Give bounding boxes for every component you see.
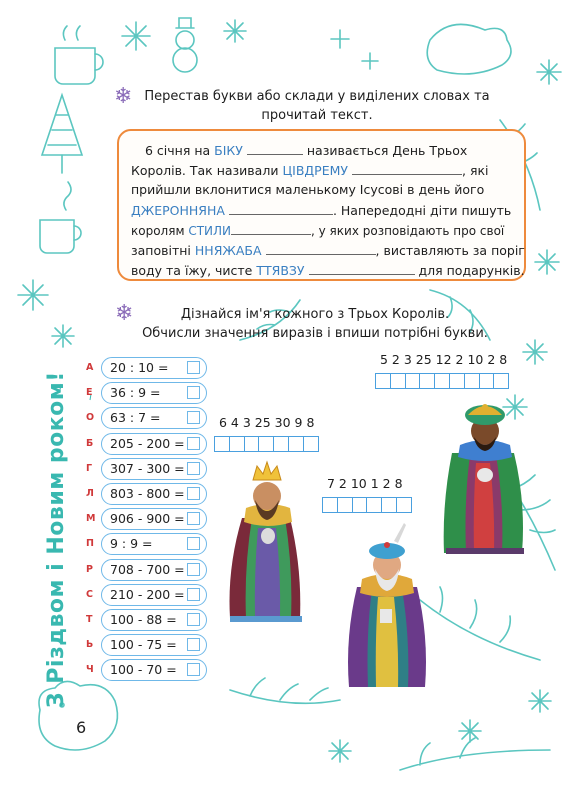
task-letter: Р [86,563,93,575]
task-letter: Т [86,614,93,625]
expression-box [101,659,207,681]
expression-text: 20 : 10 = [110,360,169,375]
task-letter: Б [86,437,94,449]
name-cells-row-3 [322,497,411,513]
text-line: заповітні ННЯЖАБА , виставляють за поріг [131,243,525,258]
instruction-line: прочитай текст. [261,108,373,123]
expression-text: 803 - 800 = [110,486,185,501]
king-with-turban-illustration [342,517,432,697]
answer-square[interactable] [187,563,200,576]
expression-box [101,609,207,631]
answer-blank[interactable] [352,162,462,175]
expression-text: 210 - 200 = [110,586,185,602]
task-letter: Ч [86,664,94,676]
letter-cell[interactable] [244,436,260,452]
name-code-row-1: 5 2 3 25 12 2 10 2 8 [380,352,508,367]
task-letter: Г [86,462,93,474]
task-letter: С [86,588,93,600]
answer-square[interactable] [187,512,200,525]
task-letter: Е [86,387,93,399]
answer-square[interactable] [187,613,200,626]
expression-text: 63 : 7 = [110,410,161,426]
letter-cell[interactable] [493,373,509,389]
answer-blank[interactable] [247,142,303,155]
task-letter: М [86,513,96,525]
letter-cell[interactable] [375,373,391,389]
name-cells-row-2 [214,436,318,452]
task-letter: Ь [86,639,94,651]
expression-box [101,433,207,455]
text-line: прийшли вклонитися маленькому Ісусові в день його [131,182,485,197]
letter-cell[interactable] [214,436,230,452]
name-code-row-3: 7 2 10 1 2 8 [327,476,403,491]
letter-cell[interactable] [337,497,353,513]
answer-blank[interactable] [266,242,376,255]
expression-text: 100 - 70 = [110,662,177,678]
text-line: 6 січня на БІКУ називається День Трьох [145,143,468,158]
task-letter: О [86,412,95,424]
expression-text: 205 - 200 = [110,435,185,451]
answer-blank[interactable] [231,222,311,235]
expression-box [101,533,207,555]
instruction-line: Дізнайся ім'я кожного з Трьох Королів. [180,307,450,322]
answer-square[interactable] [187,437,200,450]
text-line: королям СТИЛИ , у яких розповідають про свої [131,224,505,238]
side-greeting: З Різдвом і Новим роком! [44,371,69,708]
letter-cell[interactable] [434,373,450,389]
expression-box [101,483,207,505]
answer-square[interactable] [187,462,200,475]
letter-cell[interactable] [396,497,412,513]
puzzle-text-box [117,129,526,281]
text-line: Королів. Так називали ЦІВДРЕМУ , які [131,163,489,178]
answer-blank[interactable] [229,202,333,215]
expression-text: 708 - 700 = [110,561,185,577]
task-letter: Л [86,488,94,499]
letter-cell[interactable] [258,436,274,452]
expression-box [101,458,207,480]
expression-text: 307 - 300 = [110,460,185,476]
instruction-line: Перестав букви або склади у виділених словах та [144,89,490,104]
instruction-find-names [140,305,490,343]
task-letter: А [86,362,94,373]
instruction-line: Обчисли значення виразів і впиши потрібні букви. [142,326,488,341]
answer-square[interactable] [187,386,200,399]
answer-blank[interactable] [309,262,415,275]
letter-cell[interactable] [381,497,397,513]
name-code-row-2: 6 4 3 25 30 9 8 [219,415,315,430]
letter-cell[interactable] [303,436,319,452]
answer-square[interactable] [187,588,200,601]
expression-box [101,508,207,530]
name-cells-row-1 [375,373,508,389]
letter-cell[interactable] [390,373,406,389]
text-line: воду та їжу, чисте ТТЯВЗУ для подарунків. [131,263,525,278]
answer-square[interactable] [187,663,200,676]
king-with-crown-illustration [222,458,312,628]
instruction-rearrange [137,87,497,125]
snowflake-icon: ❄ [115,301,134,326]
expression-box [101,407,207,429]
task-letter: П [86,538,94,550]
letter-cell[interactable] [479,373,495,389]
letter-cell[interactable] [419,373,435,389]
expression-text: 906 - 900 = [110,511,185,527]
letter-cell[interactable] [273,436,289,452]
letter-cell[interactable] [229,436,245,452]
expression-text: 100 - 88 = [110,612,177,627]
letter-cell[interactable] [405,373,421,389]
expression-box [101,382,207,404]
expression-text: 9 : 9 = [110,536,153,552]
letter-cell[interactable] [352,497,368,513]
expression-box [101,357,207,379]
expression-box [101,584,207,606]
letter-cell[interactable] [322,497,338,513]
answer-square[interactable] [187,638,200,651]
expression-box [101,559,207,581]
letter-cell[interactable] [464,373,480,389]
answer-square[interactable] [187,537,200,550]
letter-cell[interactable] [288,436,304,452]
page-number: 6 [76,718,87,737]
snowflake-icon: ❄ [114,84,133,109]
answer-square[interactable] [187,361,200,374]
answer-square[interactable] [187,411,200,424]
answer-square[interactable] [187,487,200,500]
letter-cell[interactable] [366,497,382,513]
expression-text: 36 : 9 = [110,385,161,401]
king-with-green-turban-illustration [440,393,530,563]
expression-box [101,634,207,656]
text-line: ДЖЕРОННЯНА . Напередодні діти пишуть [131,203,512,218]
letter-cell[interactable] [449,373,465,389]
expression-text: 100 - 75 = [110,637,177,653]
